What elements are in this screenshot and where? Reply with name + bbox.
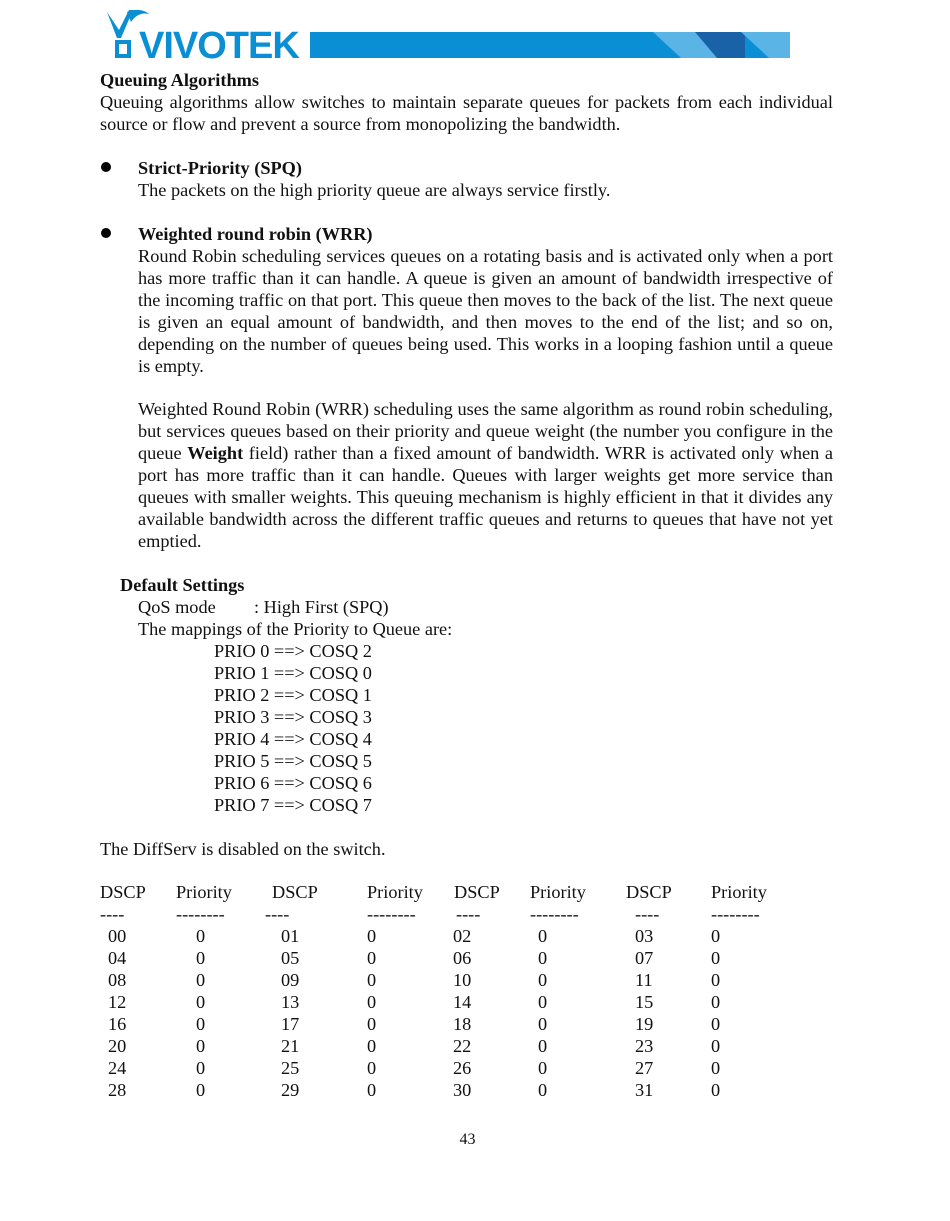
dscp-cell: 18 [453,1014,472,1034]
priority-separator: -------- [367,904,416,924]
priority-column [196,925,205,1101]
spq-title: Strict-Priority (SPQ) [138,158,302,178]
qos-mode-label: QoS mode [138,597,216,617]
dscp-cell: 23 [635,1036,654,1056]
priority-header: Priority [711,882,767,902]
dscp-separator: ---- [265,904,290,924]
mapping-item: PRIO 2 ==> COSQ 1 [214,685,372,705]
mapping-item: PRIO 0 ==> COSQ 2 [214,641,372,661]
dscp-cell: 11 [635,970,653,990]
dscp-header: DSCP [272,882,318,902]
dscp-cell: 10 [453,970,472,990]
dscp-header: DSCP [626,882,672,902]
dscp-cell: 30 [453,1080,472,1100]
wrr-para2-b: field) rather than a fixed amount of bandwidth. WRR is activated only when a port has more traffic than it can handle. Queues with larger weights get more service than queues with smaller weights. This queuing mechanism is highly efficient in that it divides any available bandwidth across the different traffic queues and returns to queues that have not yet emptied. [138,443,833,551]
dscp-separator: ---- [100,904,125,924]
priority-cell: 0 [711,1080,721,1100]
priority-cell: 0 [538,948,548,968]
dscp-cell: 24 [108,1058,127,1078]
qos-mode-value: : High First (SPQ) [254,597,389,617]
dscp-cell: 20 [108,1036,127,1056]
priority-cell: 0 [538,1080,548,1100]
priority-cell: 0 [196,926,206,946]
default-settings-title: Default Settings [120,575,245,595]
priority-cell: 0 [196,1036,206,1056]
priority-separator: -------- [176,904,225,924]
priority-header: Priority [367,882,423,902]
priority-cell: 0 [367,948,377,968]
dscp-cell: 14 [453,992,472,1012]
dscp-cell: 25 [281,1058,300,1078]
mapping-item: PRIO 5 ==> COSQ 5 [214,751,372,771]
priority-column [538,925,547,1101]
priority-cell: 0 [538,926,548,946]
diffserv-note: The DiffServ is disabled on the switch. [100,839,386,859]
mapping-item: PRIO 3 ==> COSQ 3 [214,707,372,727]
priority-cell: 0 [711,1058,721,1078]
dscp-cell: 27 [635,1058,654,1078]
mapping-item: PRIO 1 ==> COSQ 0 [214,663,372,683]
dscp-header: DSCP [100,882,146,902]
priority-cell: 0 [367,992,377,1012]
priority-cell: 0 [196,1080,206,1100]
dscp-cell: 02 [453,926,472,946]
priority-cell: 0 [367,1014,377,1034]
dscp-cell: 22 [453,1036,472,1056]
dscp-cell: 29 [281,1080,300,1100]
dscp-cell: 08 [108,970,127,990]
dscp-header: DSCP [454,882,500,902]
section-intro: Queuing algorithms allow switches to maintain separate queues for packets from each individual source or flow and prevent a source from monopolizing the bandwidth. [100,92,833,134]
priority-cell: 0 [367,926,377,946]
dscp-cell: 15 [635,992,654,1012]
weight-field-term: Weight [187,443,244,463]
dscp-cell: 16 [108,1014,127,1034]
dscp-cell: 19 [635,1014,654,1034]
priority-cell: 0 [367,1036,377,1056]
dscp-separator: ---- [456,904,481,924]
dscp-cell: 26 [453,1058,472,1078]
priority-cell: 0 [196,970,206,990]
priority-cell: 0 [367,1080,377,1100]
dscp-column [453,925,471,1101]
priority-cell: 0 [538,970,548,990]
logo-graphic [105,8,790,64]
priority-cell: 0 [538,1036,548,1056]
priority-mapping-list [214,640,372,816]
priority-cell: 0 [538,992,548,1012]
dscp-cell: 03 [635,926,654,946]
mapping-item: PRIO 7 ==> COSQ 7 [214,795,372,815]
dscp-cell: 21 [281,1036,300,1056]
priority-cell: 0 [711,970,721,990]
priority-header: Priority [530,882,586,902]
dscp-cell: 04 [108,948,127,968]
priority-cell: 0 [711,1036,721,1056]
priority-cell: 0 [538,1058,548,1078]
dscp-column [635,925,653,1101]
priority-separator: -------- [711,904,760,924]
dscp-cell: 01 [281,926,300,946]
dscp-cell: 09 [281,970,300,990]
dscp-cell: 17 [281,1014,300,1034]
logo-text: VIVOTEK [139,25,299,64]
dscp-cell: 00 [108,926,127,946]
dscp-cell: 06 [453,948,472,968]
priority-cell: 0 [196,1058,206,1078]
priority-column [367,925,376,1101]
wrr-title: Weighted round robin (WRR) [138,224,373,244]
vivotek-logo [105,8,790,64]
priority-cell: 0 [367,1058,377,1078]
wrr-paragraph-2 [138,398,833,552]
wrr-paragraph-1: Round Robin scheduling services queues on a rotating basis and is activated only when a port has more traffic than it can handle. A queue is given an amount of bandwidth irrespective of the incoming traffic on that port. This queue then moves to the back of the list. The next queue is given an equal amount of bandwidth, and then moves to the end of the list; and so on, depending on the number of queues being used. This works in a looping fashion until a queue is empty. [138,246,833,376]
priority-column [711,925,720,1101]
bullet-icon [101,228,111,238]
mapping-item: PRIO 6 ==> COSQ 6 [214,773,372,793]
dscp-cell: 31 [635,1080,654,1100]
priority-cell: 0 [196,1014,206,1034]
mapping-item: PRIO 4 ==> COSQ 4 [214,729,372,749]
spq-text: The packets on the high priority queue are always service firstly. [138,180,611,200]
section-title: Queuing Algorithms [100,70,259,90]
priority-cell: 0 [711,948,721,968]
priority-separator: -------- [530,904,579,924]
priority-cell: 0 [711,926,721,946]
bullet-icon [101,162,111,172]
priority-header: Priority [176,882,232,902]
mapping-intro: The mappings of the Priority to Queue are: [138,619,453,639]
dscp-column [108,925,126,1101]
priority-cell: 0 [711,1014,721,1034]
priority-cell: 0 [196,992,206,1012]
priority-cell: 0 [538,1014,548,1034]
dscp-cell: 12 [108,992,127,1012]
priority-cell: 0 [711,992,721,1012]
dscp-column [281,925,299,1101]
priority-cell: 0 [196,948,206,968]
dscp-cell: 28 [108,1080,127,1100]
dscp-cell: 07 [635,948,654,968]
dscp-cell: 05 [281,948,300,968]
dscp-separator: ---- [635,904,660,924]
dscp-cell: 13 [281,992,300,1012]
priority-cell: 0 [367,970,377,990]
wrr-para2-a: Weighted Round Robin (WRR) scheduling uses the same algorithm as round robin scheduling, but services queues based on their priority and queue weight (the number you configure in the queue [138,399,833,463]
page-number: 43 [459,1131,476,1148]
